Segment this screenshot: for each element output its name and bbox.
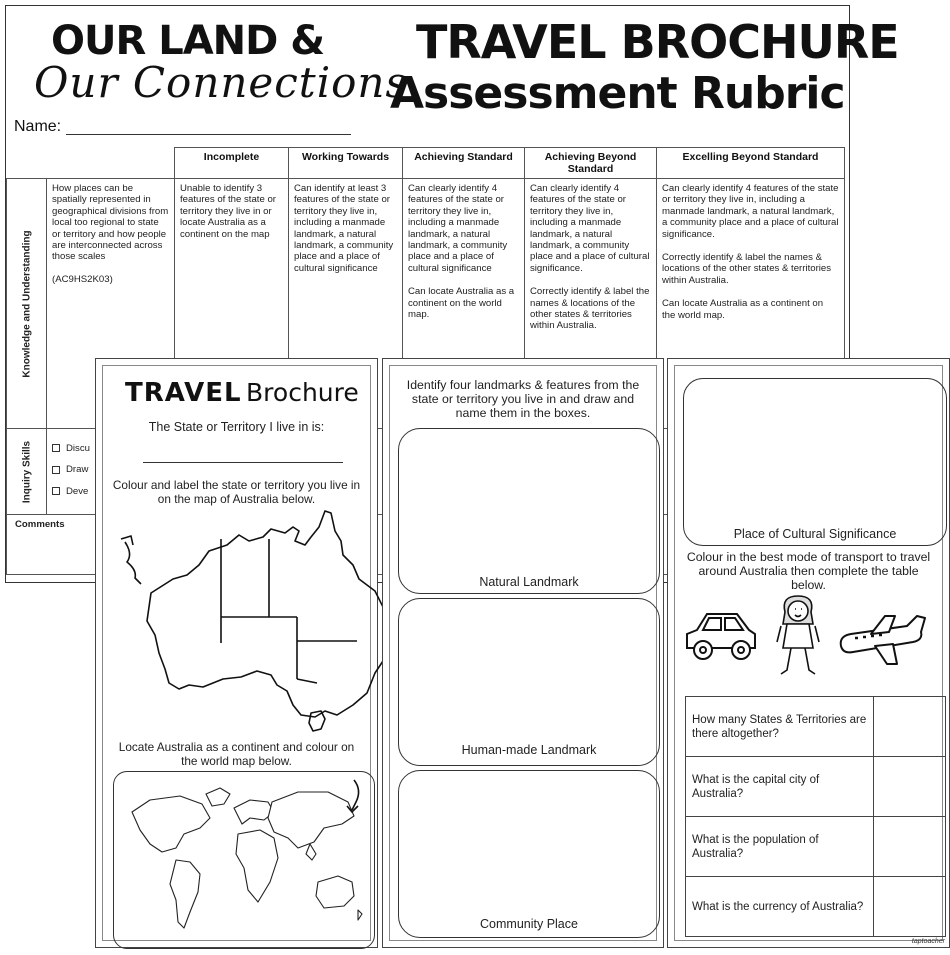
cell-achieving-standard: Can clearly identify 4 features of the state or territory they live in, including a manmade landmark, a natural landmark, a community place and a place of cultural significance Can locate Australia as a continent on the world map. [403, 179, 525, 429]
answer-cell[interactable] [874, 817, 946, 877]
cultural-significance-box[interactable] [683, 378, 947, 546]
question-cell: What is the capital city of Australia? [686, 757, 874, 817]
cell-excelling-beyond: Can clearly identify 4 features of the state or territory they live in, including a manmade landmark, a natural landmark, a community place and a place of cultural significance. Correctly identify & label the names & locations of the other states & territories within Australia. Can locate Australia as a continent on the world map. [657, 179, 845, 429]
checkbox-item[interactable]: Discu [52, 443, 839, 454]
questions-table [685, 696, 946, 937]
brochure-title-bold: TRAVEL [125, 378, 242, 408]
walking-girl-icon[interactable] [773, 592, 823, 680]
world-map-frame [113, 771, 375, 949]
landmarks-instructions: Identify four landmarks & features from the state or territory you live in and draw and name them in the boxes. [406, 378, 640, 420]
brochure-panel-landmarks [382, 358, 664, 948]
checkbox-item[interactable]: Draw [52, 464, 839, 475]
brochure-title-light: Brochure [246, 378, 359, 407]
answer-cell[interactable] [874, 877, 946, 937]
transport-prompt: Colour in the best mode of transport to travel around Australia then complete the table below. [686, 550, 931, 592]
curriculum-code: (AC9HS2K03) [52, 273, 113, 285]
comments-cell[interactable]: Comments [7, 515, 845, 575]
col-working-towards: Working Towards [289, 148, 403, 179]
world-map[interactable] [114, 772, 376, 950]
cell-incomplete: Unable to identify 3 features of the state or territory they live in or locate Australia as a continent on the map [175, 179, 289, 429]
rubric-subheading: Assessment Rubric [390, 68, 845, 119]
world-map-prompt: Locate Australia as a continent and colour on the world map below. [118, 740, 355, 768]
checkbox-item[interactable]: Deve [52, 486, 839, 497]
table-row [686, 877, 946, 937]
col-achieving-beyond: Achieving Beyond Standard [525, 148, 657, 179]
publisher-credit: taptoacher [911, 938, 945, 945]
car-icon[interactable] [683, 602, 759, 668]
answer-cell[interactable] [874, 757, 946, 817]
state-prompt: The State or Territory I live in is: [148, 420, 325, 434]
question-cell: What is the currency of Australia? [686, 877, 874, 937]
unit-title: OUR LAND & [51, 18, 325, 64]
name-label: Name: [14, 118, 62, 135]
brochure-panel-transport [667, 358, 950, 948]
name-field-line[interactable] [66, 134, 351, 135]
pointer-arrow-icon [125, 542, 141, 584]
state-answer-line[interactable] [143, 462, 343, 463]
unit-subtitle: Our Connections [34, 58, 409, 107]
natural-landmark-box[interactable] [398, 428, 660, 594]
col-incomplete: Incomplete [175, 148, 289, 179]
community-place-box[interactable] [398, 770, 660, 938]
cell-working-towards: Can identify at least 3 features of the state or territory they live in, including a manmade landmark, a natural landmark, a community place and a place of cultural significance [289, 179, 403, 429]
airplane-icon[interactable] [835, 612, 931, 668]
row-header-inquiry: Inquiry Skills [7, 429, 47, 515]
brochure-panel-cover [95, 358, 378, 948]
human-made-landmark-label: Human-made Landmark [461, 743, 597, 757]
table-row [686, 817, 946, 877]
cell-achieving-beyond: Can clearly identify 4 features of the state or territory they live in, including a manmade landmark, a natural landmark, a community place and a place of cultural significance. Correctly identify & label the names & locations of the other states & territories within Australia. [525, 179, 657, 429]
row-header-knowledge: Knowledge and Understanding [7, 179, 47, 429]
community-place-label: Community Place [480, 917, 578, 931]
descriptor-cell: How places can be spatially represented in geographical divisions from local too regional to state or territory and how people are interconnected across those scales (AC9HS2K03) [47, 179, 175, 429]
pointer-arrow-icon [352, 780, 359, 810]
question-cell: What is the population of Australia? [686, 817, 874, 877]
natural-landmark-label: Natural Landmark [479, 575, 579, 589]
answer-cell[interactable] [874, 697, 946, 757]
table-row [686, 757, 946, 817]
brochure-title [125, 378, 359, 408]
cultural-significance-label: Place of Cultural Significance [733, 527, 897, 541]
rubric-header-row [7, 148, 845, 179]
col-achieving-standard: Achieving Standard [403, 148, 525, 179]
map-prompt: Colour and label the state or territory you live in on the map of Australia below. [112, 478, 361, 506]
col-excelling-beyond: Excelling Beyond Standard [657, 148, 845, 179]
human-made-landmark-box[interactable] [398, 598, 660, 766]
question-cell: How many States & Territories are there altogether? [686, 697, 874, 757]
rubric-heading: TRAVEL BROCHURE [416, 15, 899, 69]
table-row [686, 697, 946, 757]
australia-map[interactable] [111, 511, 376, 736]
